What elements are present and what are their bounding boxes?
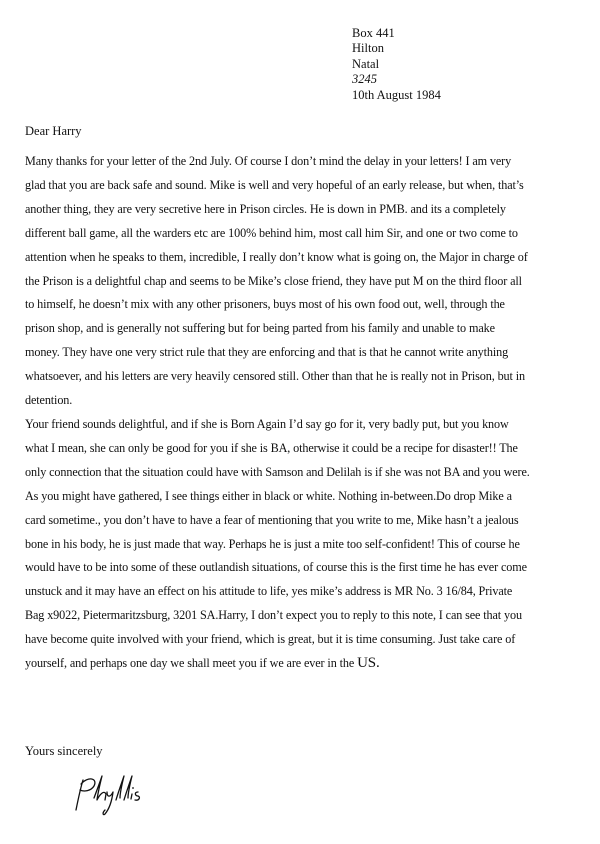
text-line: card sometime., you don’t have to have a fear of mentioning that you write to me, Mike hasn’t a jealous xyxy=(25,512,519,527)
text-line: only connection that the situation could have with Samson and Delilah is if she was not BA and you were. xyxy=(25,464,530,479)
postal-code: 3245 xyxy=(352,72,377,87)
us-word: US. xyxy=(357,655,380,672)
paragraph-1 xyxy=(25,150,580,413)
text-line: have become quite involved with your friend, which is great, but it is time consuming. Just take care of xyxy=(25,632,516,647)
text-fragment: yourself, and perhaps one day we shall meet you if we are ever in the xyxy=(25,656,358,671)
letter-date: 10th August 1984 xyxy=(352,87,441,102)
address-line: Natal xyxy=(352,56,380,71)
text-line: prison shop, and is generally not suffering but for being parted from his family and unable to make xyxy=(25,321,495,336)
text-line: unstuck and it may have an effect on his attitude to life, yes mike’s address is MR No. 3 16/84, Private xyxy=(25,584,513,599)
text-line: what I mean, she can only be good for you if she is BA, otherwise it could be a recipe for disaster!! The xyxy=(25,440,518,455)
text-line: As you might have gathered, I see things either in black or white. Nothing in-between.Do drop Mike a xyxy=(25,488,512,503)
text-line: different ball game, all the warders etc are 100% behind him, most call him Sir, and one or two come to xyxy=(25,225,518,240)
text-line: Many thanks for your letter of the 2nd July. Of course I don’t mind the delay in your letters! I am very xyxy=(25,154,512,168)
text-line: would have to be into some of these outlandish situations, of course this is the first time he has ever come xyxy=(25,560,527,575)
letter-body xyxy=(25,150,580,676)
paragraph-2 xyxy=(25,413,580,676)
address-line: Box 441 xyxy=(352,26,395,40)
text-line: another thing, they are very secretive here in Prison circles. He is down in PMB. and its a completely xyxy=(25,201,506,216)
text-line: the Prison is a delightful chap and seems to be Mike’s close friend, they have put M on the third floor all xyxy=(25,273,522,288)
text-line: money. They have one very strict rule that they are enforcing and that is that he cannot write anything xyxy=(25,345,509,360)
text-line: to himself, he doesn’t mix with any other prisoners, buys most of his own food out, well, through the xyxy=(25,297,505,312)
salutation: Dear Harry xyxy=(25,124,82,138)
text-line: detention. xyxy=(25,393,73,408)
text-line: bone in his body, he is just made that way. Perhaps he is just a mite too self-confident! This of course he xyxy=(25,536,520,551)
text-line: Your friend sounds delightful, and if she is Born Again I’d say go for it, very badly put, but you know xyxy=(25,416,509,431)
address-line: Hilton xyxy=(352,41,384,56)
handwritten-signature xyxy=(64,770,164,820)
text-line: whatsoever, and his letters are very heavily censored still. Other than that he is really not in Prison, but in xyxy=(25,369,525,384)
sender-address xyxy=(352,26,441,103)
text-line: attention when he speaks to them, incredible, I really don’t know what is going on, the Major in charge of xyxy=(25,249,528,264)
text-line: Bag x9022, Pietermaritzsburg, 3201 SA.Harry, I don’t expect you to reply to this note, I can see that you xyxy=(25,608,522,623)
text-line-final xyxy=(25,652,580,676)
closing: Yours sincerely xyxy=(25,744,103,758)
text-line: glad that you are back safe and sound. Mike is well and very hopeful of an early release, but when, that’s xyxy=(25,177,524,192)
